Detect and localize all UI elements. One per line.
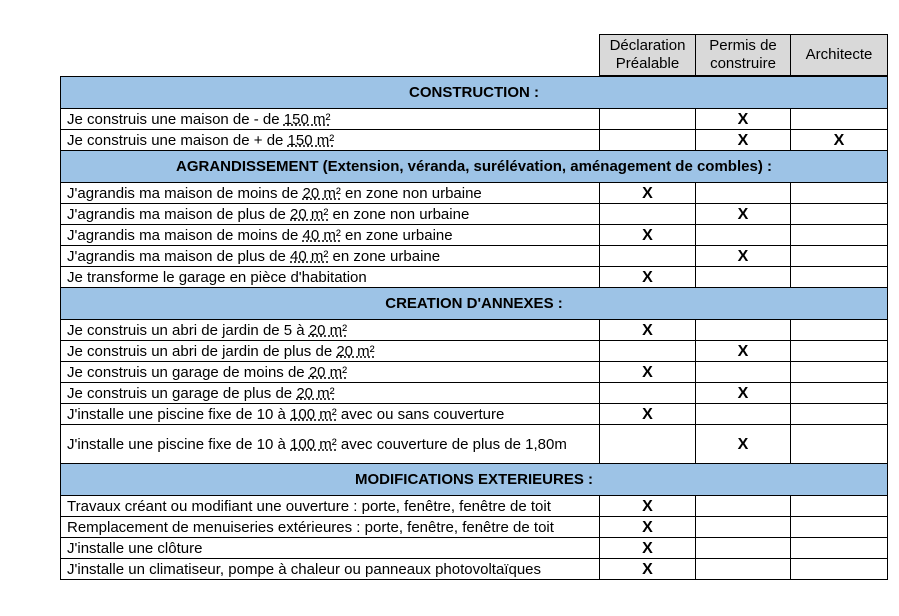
cell-permis — [696, 538, 791, 559]
column-header-declaration-line1: Déclaration — [609, 37, 686, 54]
cell-declaration — [600, 538, 696, 559]
row-label: Je transforme le garage en pièce d'habitation — [61, 267, 600, 288]
cell-architecte — [791, 130, 888, 151]
check-mark: X — [642, 497, 653, 515]
check-mark: X — [642, 405, 653, 423]
section-header-row — [61, 77, 888, 109]
cell-architecte — [791, 425, 888, 464]
table-row — [61, 404, 888, 425]
check-mark: X — [737, 342, 749, 360]
cell-architecte — [791, 320, 888, 341]
column-header-table — [599, 34, 888, 76]
cell-permis — [696, 496, 791, 517]
cell-declaration — [600, 130, 696, 151]
check-mark: X — [642, 226, 653, 244]
table-row — [61, 425, 888, 464]
cell-permis — [696, 109, 791, 130]
table-row — [61, 225, 888, 246]
section-header-row — [61, 288, 888, 320]
cell-architecte — [791, 225, 888, 246]
row-label: Je construis un abri de jardin de plus de 20 m² — [61, 341, 600, 362]
permits-table — [60, 76, 888, 580]
cell-declaration — [600, 109, 696, 130]
table-row — [61, 383, 888, 404]
cell-declaration — [600, 362, 696, 383]
column-header-permis — [696, 35, 791, 76]
cell-declaration — [600, 404, 696, 425]
check-mark: X — [737, 384, 749, 402]
cell-permis — [696, 559, 791, 580]
cell-architecte — [791, 109, 888, 130]
cell-architecte — [791, 246, 888, 267]
table-row — [61, 496, 888, 517]
section-header-row — [61, 151, 888, 183]
check-mark: X — [642, 184, 653, 202]
section-header-row — [61, 464, 888, 496]
cell-architecte — [791, 538, 888, 559]
cell-architecte — [791, 183, 888, 204]
cell-permis — [696, 204, 791, 225]
cell-architecte — [791, 559, 888, 580]
section-title: CREATION D'ANNEXES : — [61, 288, 888, 320]
table-row — [61, 559, 888, 580]
cell-architecte — [791, 267, 888, 288]
cell-permis — [696, 183, 791, 204]
cell-declaration — [600, 341, 696, 362]
cell-architecte — [791, 517, 888, 538]
cell-declaration — [600, 517, 696, 538]
table-row — [61, 362, 888, 383]
cell-permis — [696, 267, 791, 288]
check-mark: X — [737, 205, 749, 223]
table-row — [61, 341, 888, 362]
cell-architecte — [791, 383, 888, 404]
column-header-declaration-line2: Préalable — [615, 55, 680, 72]
row-label: Je construis un abri de jardin de 5 à 20 m² — [61, 320, 600, 341]
cell-architecte — [791, 204, 888, 225]
row-label: Je construis un garage de plus de 20 m² — [61, 383, 600, 404]
row-label: Travaux créant ou modifiant une ouverture : porte, fenêtre, fenêtre de toit — [61, 496, 600, 517]
cell-declaration — [600, 496, 696, 517]
check-mark: X — [642, 518, 653, 536]
permits-table-body — [61, 77, 888, 580]
cell-declaration — [600, 225, 696, 246]
check-mark: X — [833, 131, 845, 149]
column-header-declaration — [600, 35, 696, 76]
section-title: CONSTRUCTION : — [61, 77, 888, 109]
section-title: AGRANDISSEMENT (Extension, véranda, surélévation, aménagement de combles) : — [61, 151, 888, 183]
column-header-architecte: Architecte — [791, 35, 888, 76]
row-label: J'installe une clôture — [61, 538, 600, 559]
cell-declaration — [600, 246, 696, 267]
row-label: J'agrandis ma maison de plus de 20 m² en zone non urbaine — [61, 204, 600, 225]
check-mark: X — [737, 247, 749, 265]
cell-permis — [696, 320, 791, 341]
cell-architecte — [791, 496, 888, 517]
column-header-permis-line1: Permis de — [709, 37, 777, 54]
row-label: Je construis une maison de + de 150 m² — [61, 130, 600, 151]
table-row — [61, 109, 888, 130]
check-mark: X — [642, 539, 653, 557]
cell-architecte — [791, 404, 888, 425]
cell-permis — [696, 225, 791, 246]
row-label: J'agrandis ma maison de plus de 40 m² en zone urbaine — [61, 246, 600, 267]
row-label: J'agrandis ma maison de moins de 20 m² en zone non urbaine — [61, 183, 600, 204]
table-row — [61, 267, 888, 288]
section-title: MODIFICATIONS EXTERIEURES : — [61, 464, 888, 496]
cell-permis — [696, 246, 791, 267]
cell-permis — [696, 383, 791, 404]
row-label: J'installe une piscine fixe de 10 à 100 m² avec couverture de plus de 1,80m — [61, 425, 600, 464]
table-row — [61, 130, 888, 151]
cell-architecte — [791, 341, 888, 362]
check-mark: X — [642, 363, 653, 381]
check-mark: X — [642, 321, 653, 339]
cell-declaration — [600, 425, 696, 464]
table-row — [61, 183, 888, 204]
cell-declaration — [600, 559, 696, 580]
row-label: Remplacement de menuiseries extérieures : porte, fenêtre, fenêtre de toit — [61, 517, 600, 538]
check-mark: X — [737, 110, 749, 128]
cell-permis — [696, 404, 791, 425]
check-mark: X — [642, 268, 653, 286]
cell-architecte — [791, 362, 888, 383]
table-row — [61, 320, 888, 341]
cell-declaration — [600, 267, 696, 288]
row-label: J'agrandis ma maison de moins de 40 m² en zone urbaine — [61, 225, 600, 246]
row-label: J'installe un climatiseur, pompe à chaleur ou panneaux photovoltaïques — [61, 559, 600, 580]
cell-declaration — [600, 383, 696, 404]
row-label: J'installe une piscine fixe de 10 à 100 m² avec ou sans couverture — [61, 404, 600, 425]
column-header-permis-line2: construire — [710, 55, 776, 72]
cell-permis — [696, 517, 791, 538]
cell-permis — [696, 130, 791, 151]
table-row — [61, 246, 888, 267]
cell-permis — [696, 425, 791, 464]
check-mark: X — [737, 131, 749, 149]
cell-declaration — [600, 320, 696, 341]
cell-declaration — [600, 204, 696, 225]
table-row — [61, 538, 888, 559]
table-row — [61, 204, 888, 225]
row-label: Je construis un garage de moins de 20 m² — [61, 362, 600, 383]
cell-permis — [696, 341, 791, 362]
check-mark: X — [737, 435, 749, 453]
check-mark: X — [642, 560, 653, 578]
cell-declaration — [600, 183, 696, 204]
row-label: Je construis une maison de - de 150 m² — [61, 109, 600, 130]
cell-permis — [696, 362, 791, 383]
table-row — [61, 517, 888, 538]
